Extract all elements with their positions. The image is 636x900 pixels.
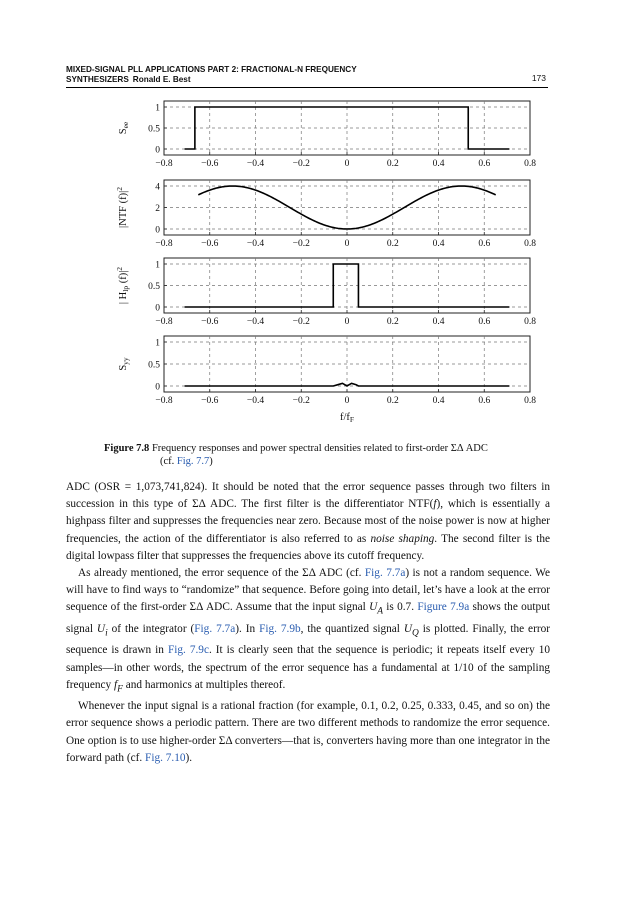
page-number: 173 [531,73,546,83]
x-tick-label: 0.2 [386,239,399,249]
header-title-line1: MIXED-SIGNAL PLL APPLICATIONS PART 2: FRACTIONAL-N FREQUENCY [66,65,357,74]
x-tick-label: −0.4 [246,396,265,406]
x-tick-label: 0.8 [524,239,536,249]
y-tick-label: 0 [155,382,160,393]
x-tick-label: 0.4 [432,239,445,249]
header-author: Ronald E. Best [132,74,191,84]
x-tick-label: −0.4 [246,239,265,249]
figure-caption [104,442,552,468]
y-tick-label: 0.5 [148,282,160,292]
noise-shaping-term: noise shaping [370,532,435,545]
paragraph-3: Whenever the input signal is a rational fraction (for example, 0.1, 0.2, 0.25, 0.333, 0.45, and so on) the error sequence shows a periodic pattern. There are two different methods to randomize the error sequence. One option is to use higher-order ΣΔ converters—that is, converters having more than one integrator in the forward path (cf. Fig. 7.10). [66,700,550,764]
x-tick-label: 0.6 [478,239,491,249]
y-axis-label: Syy [118,357,130,371]
y-tick-label: 0 [155,145,160,156]
y-axis-label: See [118,121,130,135]
x-tick-label: 0 [344,239,350,249]
panel-4 [118,336,536,406]
panel-2 [115,180,536,249]
caption-text: Frequency responses and power spectral densities related to first-order ΣΔ ADC [149,443,488,454]
link-fig-7-9c[interactable]: Fig. 7.9c [167,644,209,657]
x-tick-label: −0.2 [292,317,310,327]
x-tick-label: 0.2 [386,317,399,327]
x-tick-label: −0.8 [155,159,173,169]
caption-line1 [104,442,552,455]
y-tick-label: 4 [155,182,160,193]
x-tick-label: −0.6 [201,317,219,327]
y-tick-label: 1 [155,103,160,114]
x-tick-label: −0.8 [155,396,173,406]
x-tick-label: −0.2 [292,396,310,406]
body-text [66,479,550,767]
y-axis-label: | Hlp $(f)|^2$ [115,266,130,305]
x-tick-label: −0.6 [201,159,219,169]
caption-cf: (cf. [160,456,177,467]
x-tick-label: −0.4 [246,317,265,327]
caption-line2 [104,455,552,468]
x-tick-label: 0.8 [524,317,536,327]
x-tick-label: 0 [344,159,350,169]
caption-fig-link[interactable]: Fig. 7.7 [176,456,210,467]
y-tick-label: 1 [155,260,160,271]
link-fig-7-7a-2[interactable]: Fig. 7.7a [194,622,236,635]
header-title-tail: SYNTHESIZERS [66,74,129,84]
x-tick-label: 0.4 [432,159,445,169]
x-axis-label: f/fF [339,412,355,424]
x-tick-label: 0.4 [432,317,445,327]
y-tick-label: 0.5 [148,360,160,371]
x-tick-label: 0 [344,396,350,406]
x-tick-label: 0.2 [386,159,399,169]
x-tick-label: −0.8 [155,239,173,249]
link-fig-7-9b[interactable]: Fig. 7.9b [259,622,301,635]
link-fig-7-9a[interactable]: Figure 7.9a [417,601,470,614]
caption-close: ) [209,456,213,467]
y-tick-label: 2 [155,204,160,214]
panel-1 [118,101,536,169]
x-tick-label: −0.4 [246,159,265,169]
link-fig-7-10[interactable]: Fig. 7.10 [145,751,186,764]
y-tick-label: 0 [155,225,160,236]
x-tick-label: 0.2 [386,396,399,406]
y-tick-label: 0.5 [148,124,160,135]
caption-label: Figure 7.8 [104,443,150,454]
paragraph-2: As already mentioned, the error sequence of the ΣΔ ADC (cf. Fig. 7.7a) is not a random sequence. We will have to find ways to “randomize” that sequence. Before going into detail, let’s have a look at the error sequence of the first-order ΣΔ ADC. Assume that the input signal $U_A$ is 0.7. Figure 7.9a shows the output signal $U_i$ of the integrator (Fig. 7.7a). In Fig. 7.9b, the quantized signal $U_Q$ is plotted. Finally, the error sequence is drawn in Fig. 7.9c. It is clearly seen that the sequence is periodic; it repeats itself every 10 samples—in other words, the spectrum of the error sequence has a fundamental at 1/10 of the sampling frequency $f_F$ and harmonics at multiples thereof. [66,567,551,694]
y-tick-label: 1 [155,338,160,349]
x-tick-label: −0.8 [155,317,173,327]
y-tick-label: 0 [155,303,160,314]
x-tick-label: 0.6 [478,396,491,406]
x-tick-label: −0.2 [292,159,310,169]
x-tick-label: −0.2 [292,239,310,249]
x-tick-label: 0.8 [524,159,536,169]
figure-7-8-chart [0,0,636,440]
link-fig-7-7a[interactable]: Fig. 7.7a [364,567,406,580]
x-tick-label: 0.8 [524,396,536,406]
x-tick-label: 0.6 [478,317,491,327]
panel-3 [115,258,536,327]
y-axis-label: |NTF $(f)|^2$ [115,187,129,228]
x-tick-label: 0.4 [432,396,445,406]
x-tick-label: −0.6 [201,239,219,249]
x-tick-label: 0.6 [478,159,491,169]
paragraph-1: ADC (OSR = 1,073,741,824). It should be noted that the error sequence passes through two filters in succession in this type of ΣΔ ADC. The first filter is the differentiator NTF(f), which is essentially a highpass filter and suppresses the frequencies near zero. Because most of the noise power is now at higher frequencies, the action of the differentiator is also referred to as noise shaping. The second filter is the digital lowpass filter that suppresses the frequencies above its cutoff frequency. [66,481,551,562]
x-tick-label: 0 [344,317,350,327]
x-tick-label: −0.6 [201,396,219,406]
